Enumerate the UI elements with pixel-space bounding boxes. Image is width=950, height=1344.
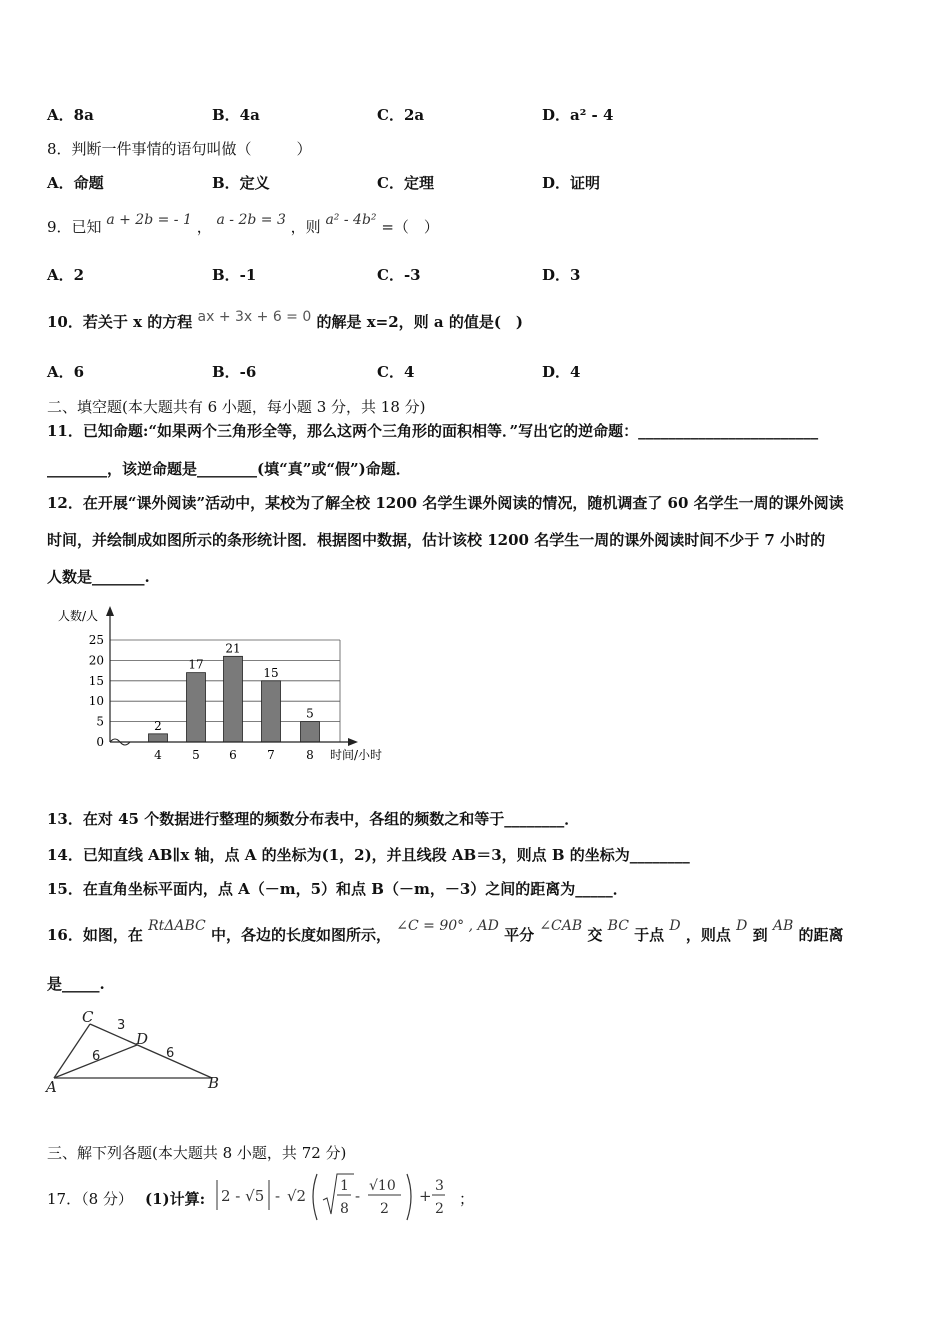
- q16-line-1: [47, 914, 844, 944]
- data-label: 2: [154, 718, 162, 733]
- q17-formula: [213, 1170, 458, 1222]
- q16-m7: AB: [772, 918, 794, 934]
- q17-frac1-den: 8: [340, 1201, 349, 1217]
- q9-then: ，则: [290, 218, 321, 236]
- y-tick-label: 5: [96, 714, 104, 729]
- vertex-a-label: A: [46, 1078, 57, 1096]
- side-cd-length: 3: [117, 1018, 126, 1033]
- q9-option-a: A．2: [47, 266, 85, 284]
- q16-p2: 中，各边的长度如图所示，: [211, 926, 392, 944]
- q13: 13．在对 45 个数据进行整理的频数分布表中，各组的频数之和等于________．: [47, 810, 580, 828]
- y-tick-label: 20: [88, 653, 104, 668]
- q16-p6: ，则点: [685, 926, 731, 944]
- q11-line-1: 11．已知命题:“如果两个三角形全等，那么这两个三角形的面积相等．”写出它的逆命题：________________________: [47, 422, 819, 440]
- q17-frac1-num: 1: [340, 1178, 349, 1194]
- q16-m2: ∠C = 90° , AD: [396, 918, 499, 934]
- chart-bars: [149, 656, 320, 742]
- q8-stem: 8．判断一件事情的语句叫做（ ）: [47, 140, 312, 158]
- x-tick-label: 4: [154, 748, 162, 762]
- q16-p7: 到: [752, 926, 768, 944]
- q17-sqrt2: √2: [287, 1187, 307, 1205]
- q10-option-d: D．4: [542, 363, 581, 381]
- bar-6: [224, 656, 243, 742]
- side-db-length: 6: [166, 1046, 175, 1061]
- q16-p3: 平分: [504, 926, 535, 944]
- bar-5: [187, 673, 206, 742]
- q16-m5: D: [669, 918, 681, 934]
- vertex-c-label: C: [82, 1008, 94, 1026]
- x-tick-label: 5: [192, 748, 200, 762]
- q8-option-b: B．定义: [212, 174, 270, 192]
- q9-option-c: C．-3: [377, 266, 421, 284]
- q17-frac2-num: √10: [369, 1178, 396, 1194]
- bar-8: [301, 722, 320, 742]
- data-label: 5: [306, 706, 314, 721]
- q17-frac3-den: 2: [435, 1201, 444, 1217]
- data-label: 21: [225, 641, 241, 656]
- y-tick-label: 0: [96, 735, 104, 749]
- q17-number: 17．（8 分）: [47, 1190, 133, 1208]
- q17-frac2-den: 2: [380, 1201, 389, 1217]
- q9-option-b: B．-1: [212, 266, 257, 284]
- y-tick-label: 25: [88, 633, 104, 647]
- x-axis-arrow: [348, 738, 358, 746]
- q12-line-3: 人数是_______.: [47, 568, 150, 586]
- q7-option-c: C．2a: [377, 106, 425, 124]
- x-tick-label: 8: [306, 748, 314, 762]
- bar-chart: [48, 602, 408, 772]
- data-label: 15: [263, 665, 279, 680]
- q10-stem: [47, 311, 523, 332]
- q16-m3: ∠CAB: [539, 918, 583, 934]
- q10-prefix: 10．若关于 x 的方程: [47, 313, 193, 331]
- side-ac: [54, 1024, 90, 1078]
- q9-equation-2: a - 2b = 3: [216, 212, 286, 228]
- q9-option-d: D．3: [542, 266, 581, 284]
- q8-option-c: C．定理: [377, 174, 434, 192]
- q17-plus: +: [419, 1187, 432, 1205]
- q16-p4: 交: [587, 926, 603, 944]
- q10-option-c: C．4: [377, 363, 415, 381]
- chart-xlabel: 时间/小时: [330, 748, 383, 762]
- chart-y-tick-labels: [89, 633, 104, 749]
- q16-p1: 16．如图，在: [47, 926, 143, 944]
- q16-p8: 的距离: [798, 926, 844, 944]
- side-cb: [90, 1024, 212, 1078]
- bar-4: [149, 734, 168, 742]
- vertex-b-label: B: [208, 1074, 220, 1092]
- q7-option-b: B．4a: [212, 106, 260, 124]
- q10-option-b: B．-6: [212, 363, 257, 381]
- chart-x-tick-labels: [154, 748, 314, 762]
- q17-minus: -: [275, 1187, 281, 1205]
- q11-line-2: ________，该逆命题是________(填“真”或“假”)命题．: [47, 460, 411, 478]
- q16-m4: BC: [607, 918, 629, 934]
- q17-inner-minus: -: [355, 1187, 361, 1205]
- q17-abs-content: 2 - √5: [221, 1187, 265, 1205]
- q16-line-2: 是_____.: [47, 975, 105, 993]
- q10-equation: ax + 3x + 6 = 0: [197, 309, 312, 325]
- vertex-d-label: D: [136, 1030, 149, 1048]
- data-label: 17: [188, 657, 204, 672]
- y-tick-label: 10: [88, 694, 104, 709]
- section-2-heading: 二、填空题(本大题共有 6 小题，每小题 3 分，共 18 分): [47, 398, 426, 416]
- q10-options: [47, 361, 847, 382]
- q16-m6: D: [736, 918, 748, 934]
- q7-option-a: A．8a: [47, 106, 94, 124]
- q17-frac3-num: 3: [435, 1178, 444, 1194]
- q12-line-2: 时间，并绘制成如图所示的条形统计图．根据图中数据，估计该校 1200 名学生一周的课外阅读时间不少于 7 小时的: [47, 531, 826, 549]
- q9-prefix: 9．已知: [47, 218, 102, 236]
- q16-p5: 于点: [634, 926, 665, 944]
- side-ad-length: 6: [92, 1049, 101, 1064]
- q9-equation-1: a + 2b = - 1: [106, 212, 192, 228]
- q7-options: [47, 104, 847, 125]
- q12-line-1: 12．在开展“课外阅读”活动中，某校为了解全校 1200 名学生课外阅读的情况，随机调查了 60 名学生一周的课外阅读: [47, 494, 844, 512]
- y-tick-label: 15: [88, 673, 104, 688]
- bar-7: [262, 681, 281, 742]
- q10-suffix: 的解是 x=2，则 a 的值是( ): [316, 313, 524, 331]
- q8-option-a: A．命题: [47, 174, 104, 192]
- section-3-heading: 三、解下列各题(本大题共 8 小题，共 72 分): [47, 1144, 347, 1162]
- q10-option-a: A．6: [47, 363, 85, 381]
- y-axis-arrow: [106, 606, 114, 616]
- q9-suffix: =（ ）: [381, 218, 439, 236]
- q17-tail: ；: [459, 1190, 475, 1208]
- q8-option-d: D．证明: [542, 174, 601, 192]
- q16-m1: RtΔABC: [148, 918, 206, 934]
- x-tick-label: 7: [267, 748, 275, 762]
- q15: 15．在直角坐标平面内，点 A（－m，5）和点 B（－m，－3）之间的距离为_____．: [47, 880, 628, 898]
- q9-expression: a² - 4b²: [325, 212, 377, 228]
- q14: 14．已知直线 AB∥x 轴，点 A 的坐标为(1，2)，并且线段 AB＝3，则点 B 的坐标为________: [47, 846, 690, 864]
- triangle-figure: [44, 1006, 234, 1096]
- q17-part: (1)计算:: [145, 1190, 206, 1208]
- q9-options: [47, 264, 847, 285]
- q9-stem: [47, 208, 439, 236]
- q8-options: [47, 172, 847, 193]
- q9-comma: ，: [196, 218, 212, 236]
- chart-ylabel: 人数/人: [58, 609, 99, 623]
- q7-option-d: D．a² - 4: [542, 106, 614, 124]
- x-tick-label: 6: [229, 748, 237, 762]
